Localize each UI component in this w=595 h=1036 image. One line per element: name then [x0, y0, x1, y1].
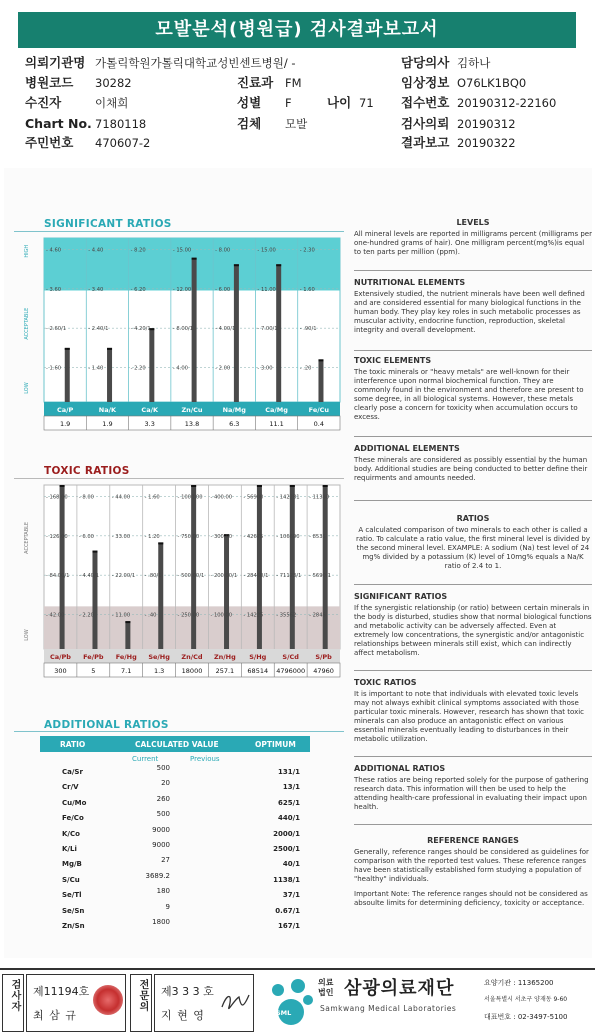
ratio-value: 13.8 — [184, 420, 200, 428]
optimum-value: 167/1 — [277, 922, 300, 930]
tick-label: - 2.40/1 — [88, 326, 109, 333]
tick-label: - 4.60 — [46, 247, 62, 254]
ratio-bar — [224, 534, 229, 649]
divider — [354, 756, 592, 757]
ratio-value: 1.9 — [59, 420, 71, 428]
info-value: 20190312-22160 — [457, 96, 557, 110]
ratios-heading: RATIOS — [456, 514, 490, 523]
current-value: 260 — [156, 794, 170, 803]
specialist-label: 전문의 — [137, 979, 148, 1012]
report-footer — [0, 968, 595, 1036]
tick-label: - 3.40 — [88, 286, 104, 293]
ratio-value: 4796000 — [276, 667, 306, 675]
info-label: 검체 — [237, 116, 262, 131]
tick-label: - 1.20 — [144, 533, 160, 540]
ratio-bar — [276, 264, 281, 402]
col-optimum-header: OPTIMUM — [255, 740, 296, 749]
side-label-acceptable: ACCEPTABLE — [24, 307, 30, 340]
current-value: 1800 — [152, 918, 170, 926]
info-value: 30282 — [95, 76, 132, 90]
tick-label: - 200.00/1 — [210, 573, 238, 580]
info-value: 이채희 — [95, 96, 129, 110]
reference-ranges-section — [354, 836, 592, 908]
category-label: Fe/Hg — [115, 653, 137, 661]
tick-label: - 11.00 — [111, 612, 131, 619]
category-label: Ca/Mg — [265, 406, 288, 414]
tick-label: - 300.00 — [210, 533, 233, 540]
ratio-bar-marker — [107, 348, 112, 350]
ratio-bar-marker — [192, 258, 197, 260]
tick-label: - 44.00 — [111, 494, 131, 501]
optimum-value: 13/1 — [282, 783, 300, 792]
inspector-seal-icon — [93, 985, 123, 1015]
divider — [354, 350, 592, 351]
category-label: Na/K — [98, 406, 117, 414]
info-value: FM — [285, 76, 302, 90]
ratio-value: 0.4 — [313, 420, 325, 428]
ratio-value: 3.3 — [144, 420, 155, 428]
tick-label: - 15.00 — [257, 247, 276, 254]
tick-label: - 5690/1 — [309, 573, 331, 580]
inspector-label: 검사자 — [9, 979, 20, 1012]
info-label: 접수번호 — [401, 95, 450, 110]
ratio-bar — [125, 621, 130, 649]
ratio-bar-marker — [318, 359, 323, 361]
reference-ranges-body: Generally, reference ranges should be considered as guidelines for comparison with the reported test values. These reference ranges have been statistically established form studying a population of "healthy" individuals. — [354, 848, 589, 883]
category-label: Se/Hg — [148, 653, 170, 661]
tick-label: - 168.00 — [46, 494, 68, 501]
table-row — [40, 871, 310, 888]
levels-section — [354, 218, 592, 257]
optimum-value: 625/1 — [277, 798, 300, 807]
toxic-elements-body: The toxic minerals or "heavy metals" are well-known for their interference upon normal biochemical function. They are commonly found in the environment and therefore are present to some degree, in all biological systems. However, these metals clearly pose a concern for toxicity when accumulation occurs to excess. — [354, 368, 584, 421]
tick-label: - 22.00/1 — [111, 573, 136, 580]
report-title: 모발분석(병원급) 검사결과보고서 — [18, 12, 576, 48]
sml-logo-icon — [268, 976, 314, 1028]
current-value: 180 — [156, 887, 170, 896]
info-label: 나이 — [327, 95, 352, 110]
optimum-value: 1138/1 — [273, 875, 300, 884]
category-label: S/Cd — [282, 653, 299, 661]
additional-elements-body: These minerals are considered as possibly essential by the human body. Additional studies are being conducted to better define their requirments and amounts needed. — [354, 456, 588, 482]
info-label: 검사의뢰 — [401, 116, 450, 131]
info-label: 담당의사 — [401, 55, 450, 70]
current-value: 3689.2 — [145, 871, 170, 880]
ratio-name: Zn/Sn — [62, 922, 85, 930]
org-prefix: 의료법인 — [318, 978, 334, 997]
tick-label: - 11.00 — [257, 286, 276, 293]
additional-ratios-heading: ADDITIONAL RATIOS — [44, 719, 169, 731]
inspector-box — [26, 974, 126, 1032]
current-value: 9000 — [152, 841, 170, 849]
tick-label: - 4.40/1 — [78, 573, 100, 580]
inspector-label-box — [2, 974, 24, 1032]
additional-elements-section — [354, 444, 592, 483]
tick-label: - 2.60/1 — [46, 326, 67, 333]
org-english-name: Samkwang Medical Laboratories — [320, 1004, 457, 1013]
additional-elements-heading: ADDITIONAL ELEMENTS — [354, 444, 460, 453]
category-label: Fe/Pb — [83, 653, 104, 661]
inspector-license-no: 제11194호 — [33, 985, 90, 998]
info-label: 임상정보 — [401, 75, 450, 90]
category-label: Ca/P — [56, 406, 74, 414]
ratio-bar-marker — [92, 551, 97, 553]
info-value: 71 — [359, 96, 374, 110]
ratio-value: 11.1 — [269, 420, 284, 428]
tick-label: - 42.00 — [46, 612, 65, 619]
additional-ratios-body: These ratios are being reported solely for the purpose of gathering research data. This information will then be used to help the attending health-care professional in evaluating their impact upon health. — [354, 776, 589, 811]
ratio-bar — [257, 485, 262, 649]
tick-label: - .80/1 — [144, 573, 162, 580]
ratio-bar — [60, 485, 65, 649]
nutritional-section — [354, 278, 592, 335]
signature-icon — [219, 989, 251, 1015]
ratios-body: A calculated comparison of two minerals to each other is called a ratio. To calculate a ratio value, the first mineral level is divided by the second mineral level. EXAMPLE: A sodium (Na) test level of 24 mg% divided by a potassium (K) level of 10mg% equals a Na/K ratio of 2.4 to 1. — [355, 526, 591, 570]
ratio-bar — [149, 328, 154, 402]
significant-ratios-section — [354, 592, 592, 658]
inspector-name: 최 삼 규 — [33, 1009, 77, 1022]
specialist-box — [154, 974, 254, 1032]
org-address: 서울특별시 서초구 양재동 9-60 — [484, 996, 568, 1003]
nutritional-heading: NUTRITIONAL ELEMENTS — [354, 278, 466, 287]
category-label: Ca/Pb — [49, 653, 71, 661]
tick-label: - 42675 — [243, 533, 264, 540]
tick-label: - 8535 — [309, 533, 326, 540]
ratio-value: 257.1 — [215, 667, 235, 675]
tick-label: - 500.00/1 — [177, 573, 205, 580]
info-value: 7180118 — [95, 117, 147, 131]
tick-label: - 2845 — [309, 612, 326, 619]
tick-label: - 14225 — [243, 612, 264, 619]
tick-label: - 4.00/1 — [215, 326, 236, 333]
hair-analysis-report — [4, 168, 592, 958]
tick-label: - 33.00 — [111, 533, 131, 540]
tick-label: - 4.00 — [172, 365, 188, 372]
tick-label: - 100.00 — [210, 612, 233, 619]
ratio-bar-marker — [158, 542, 163, 544]
institution-code: 요양기관 : 11365200 — [484, 979, 554, 987]
table-row — [40, 889, 310, 903]
additional-ratios-table — [40, 736, 310, 936]
category-label: Na/Mg — [222, 406, 246, 414]
info-label: 결과보고 — [401, 135, 450, 150]
ratio-bar — [318, 359, 323, 402]
tick-label: - .20 — [299, 365, 312, 372]
toxic-ratios-chart — [14, 479, 344, 685]
ratio-bar — [290, 485, 295, 649]
current-value: 9 — [165, 902, 170, 911]
tick-label: - 126.00 — [46, 533, 68, 540]
tick-label: - 6.20 — [130, 286, 146, 293]
tick-label: - 1.60 — [299, 286, 315, 293]
optimum-value: 2000/1 — [273, 829, 300, 838]
ratio-value: 68514 — [247, 667, 269, 675]
ratio-bar-marker — [60, 485, 65, 487]
levels-body: All mineral levels are reported in milligrams percent (milligrams per one-hundred grams of hair). One milligram percent(mg%)is equal to ten parts per million (ppm). — [354, 230, 592, 256]
tick-label: - 12.00 — [172, 286, 192, 293]
tick-label: - 3.60 — [46, 286, 62, 293]
table-row — [40, 843, 310, 857]
tick-label: - 35562 — [276, 612, 297, 619]
tick-label: - 106690 — [276, 533, 300, 540]
table-row — [40, 902, 310, 919]
tick-label: - 84.00/1 — [46, 573, 70, 580]
org-name: 삼광의료재단 — [344, 978, 455, 999]
category-label: Fe/Cu — [308, 406, 330, 414]
info-value: O76LK1BQ0 — [457, 76, 527, 90]
ratio-name: Cr/V — [62, 783, 79, 792]
ratio-name: Ca/Sr — [62, 768, 83, 776]
ratio-bar — [323, 485, 328, 649]
tick-label: - 1.40 — [88, 365, 104, 372]
tick-label: - 28450/1 — [243, 573, 269, 580]
optimum-value: 440/1 — [277, 814, 300, 823]
tick-label: - .40 — [144, 612, 157, 619]
category-label: S/Hg — [249, 653, 267, 661]
ratio-bar-marker — [323, 485, 328, 487]
ratio-bar-marker — [290, 485, 295, 487]
tick-label: - 7.00/1 — [257, 326, 278, 333]
ratio-name: Cu/Mo — [62, 798, 87, 807]
ratio-bar — [234, 264, 239, 402]
ratio-value: 1.9 — [102, 420, 113, 428]
ratio-bar-marker — [125, 621, 130, 623]
toxic-elements-section — [354, 356, 592, 422]
tick-label: - 1.60 — [144, 494, 160, 501]
explanation-column — [354, 218, 594, 938]
ratio-name: Fe/Co — [62, 814, 84, 823]
tick-label: - 4.40 — [88, 247, 104, 254]
toxic-ratios-section — [354, 678, 592, 744]
nutritional-body: Extensively studied, the nutrient minerals have been well defined and are considered essential for many biological functions in the human body. They play key roles in such metabolic processes as muscular activity, endocrine function, reproduction, skeletal integrity and overall development. — [354, 290, 585, 334]
tick-label: - 56900 — [243, 494, 264, 501]
tick-label: - 2.30 — [299, 247, 315, 254]
col-calculated-header: CALCULATED VALUE — [135, 740, 219, 749]
tick-label: - 142281 — [276, 494, 300, 501]
table-row — [40, 920, 310, 934]
additional-table-header — [40, 736, 310, 752]
tick-label: - 8.00 — [78, 494, 94, 501]
divider — [354, 500, 592, 501]
significant-ratios-text-heading: SIGNIFICANT RATIOS — [354, 592, 448, 601]
tick-label: - 6.00 — [78, 533, 94, 540]
ratio-value: 18000 — [181, 667, 203, 675]
toxic-elements-heading: TOXIC ELEMENTS — [354, 356, 432, 365]
divider — [354, 824, 592, 825]
important-note: Important Note: The reference ranges should not be considered as absoulte limits for determining deficiency, toxicity or acceptance. — [354, 890, 588, 907]
toxic-ratios-heading: TOXIC RATIOS — [44, 465, 130, 477]
optimum-value: 37/1 — [282, 891, 300, 900]
additional-heading-rule — [14, 731, 344, 732]
tick-label: - .90/1 — [299, 326, 317, 333]
table-row — [40, 812, 310, 826]
tick-label: - 8.00/1 — [172, 326, 193, 333]
ratio-name: Se/Sn — [62, 906, 85, 915]
info-label: Chart No. — [25, 116, 92, 131]
toxic-ratios-body: It is important to note that individuals with elevated toxic levels may not always exhibit clinical symptoms associated with those particular toxic minerals. However, research has shown that toxic minerals can also produce an antagonistic effect on various essential minerals eventually leading to disturbances in their metabolic utilization. — [354, 690, 585, 743]
ratio-bar-marker — [257, 485, 262, 487]
current-value: 20 — [161, 779, 170, 788]
info-value: 470607-2 — [95, 136, 151, 150]
ratio-bar — [92, 551, 97, 649]
tick-label: - 8.00 — [215, 247, 231, 254]
ratio-value: 6.3 — [229, 420, 240, 428]
category-label: Zn/Hg — [213, 653, 236, 661]
ratios-section — [354, 514, 592, 571]
divider — [354, 436, 592, 437]
ratio-name: K/Co — [62, 829, 80, 838]
tick-label: - 1000.00 — [177, 494, 203, 501]
tick-label: - 4.20/1 — [130, 326, 151, 333]
ratio-bar-marker — [276, 264, 281, 266]
toxic-ratios-text-heading: TOXIC RATIOS — [354, 678, 417, 687]
specialist-name: 지 현 영 — [161, 1009, 205, 1022]
side-label-low: LOW — [24, 382, 30, 394]
specialist-license-no: 제3 3 3 호 — [161, 985, 214, 998]
ratio-name: S/Cu — [62, 875, 80, 884]
category-label: Zn/Cd — [181, 653, 203, 661]
table-row — [40, 781, 310, 795]
additional-ratios-section — [354, 764, 592, 812]
ratio-bar — [158, 542, 163, 649]
side-label-acceptable: ACCEPTABLE — [24, 521, 30, 554]
tick-label: - 750.00 — [177, 533, 200, 540]
info-label: 성별 — [237, 95, 262, 110]
ratio-value: 7.1 — [121, 667, 132, 675]
tick-label: - 2.20 — [130, 365, 146, 372]
reference-ranges-heading: REFERENCE RANGES — [427, 836, 519, 845]
sub-current-header: Current — [132, 755, 159, 763]
table-row — [40, 858, 310, 872]
info-label: 의뢰기관명 — [25, 55, 86, 70]
optimum-value: 40/1 — [282, 860, 300, 869]
divider — [354, 270, 592, 271]
sub-previous-header: Previous — [190, 755, 220, 763]
ratio-value: 5 — [91, 667, 96, 675]
side-label-high: HIGH — [24, 244, 30, 258]
significant-ratios-chart — [14, 232, 344, 438]
info-value: 가톨릭학원가톨릭대학교성빈센트병원/ - — [95, 56, 296, 70]
tick-label: - 1.60 — [46, 365, 62, 372]
category-label: S/Pb — [315, 653, 332, 661]
divider — [354, 584, 592, 585]
ratio-bar — [107, 348, 112, 402]
ratio-bar — [191, 485, 196, 649]
tick-label: - 6.00 — [215, 286, 231, 293]
optimum-value: 0.67/1 — [275, 906, 300, 915]
significant-ratios-heading: SIGNIFICANT RATIOS — [44, 218, 172, 230]
col-ratio-header: RATIO — [60, 740, 86, 749]
table-row — [40, 794, 310, 811]
ratio-name: K/Li — [62, 845, 77, 853]
info-value: F — [285, 96, 292, 110]
ratio-name: Se/Tl — [62, 891, 82, 900]
category-label: Ca/K — [141, 406, 159, 414]
info-value: 20190322 — [457, 136, 516, 150]
info-label: 진료과 — [237, 75, 274, 90]
specialist-label-box — [130, 974, 152, 1032]
tick-label: - 250.00 — [177, 612, 200, 619]
ratio-name: Mg/B — [62, 860, 82, 869]
tick-label: - 2.00 — [215, 365, 231, 372]
optimum-value: 2500/1 — [273, 845, 300, 853]
info-value: 김하나 — [457, 56, 491, 70]
org-phone: 대표번호 : 02-3497-5100 — [484, 1013, 568, 1021]
current-value: 500 — [156, 810, 170, 819]
table-row — [40, 825, 310, 842]
info-label: 주민번호 — [25, 135, 74, 150]
additional-ratios-text-heading: ADDITIONAL RATIOS — [354, 764, 446, 773]
divider — [354, 670, 592, 671]
category-label: Zn/Cu — [181, 406, 203, 414]
ratio-bar-marker — [65, 348, 70, 350]
side-label-low: LOW — [24, 629, 30, 641]
table-row — [40, 766, 310, 780]
info-label: 병원코드 — [25, 75, 74, 90]
info-label: 수진자 — [25, 95, 62, 110]
tick-label: - 2.20 — [78, 612, 94, 619]
levels-heading: LEVELS — [456, 218, 490, 227]
ratio-value: 300 — [54, 667, 67, 675]
current-value: 27 — [161, 856, 170, 865]
ratio-bar-marker — [234, 264, 239, 266]
ratio-value: 47960 — [313, 667, 334, 675]
info-value: 모발 — [285, 117, 308, 131]
ratio-bar — [65, 348, 70, 402]
tick-label: - 15.00 — [172, 247, 192, 254]
logo-badge: SML — [276, 1009, 292, 1017]
tick-label: - 8.20 — [130, 247, 146, 254]
tick-label: - 400.00 — [210, 494, 233, 501]
tick-label: - 3.00 — [257, 365, 273, 372]
info-value: 20190312 — [457, 117, 516, 131]
tick-label: - 71123/1 — [276, 573, 302, 580]
optimum-value: 131/1 — [277, 768, 300, 776]
ratio-value: 1.3 — [153, 667, 165, 675]
current-value: 9000 — [152, 825, 170, 834]
ratio-bar-marker — [191, 485, 196, 487]
significant-ratios-body: If the synergistic relationship (or ratio) between certain minerals in the body is disturbed, studies show that normal biological functions and metabolic activity can be adversely affected. Even at extremely low concentrations, the synergistic and/or antagonistic relationships between minerals still exist, which can indirectly affect metabolism. — [354, 604, 592, 657]
current-value: 500 — [156, 764, 170, 772]
tick-label: - 11380 — [309, 494, 330, 501]
